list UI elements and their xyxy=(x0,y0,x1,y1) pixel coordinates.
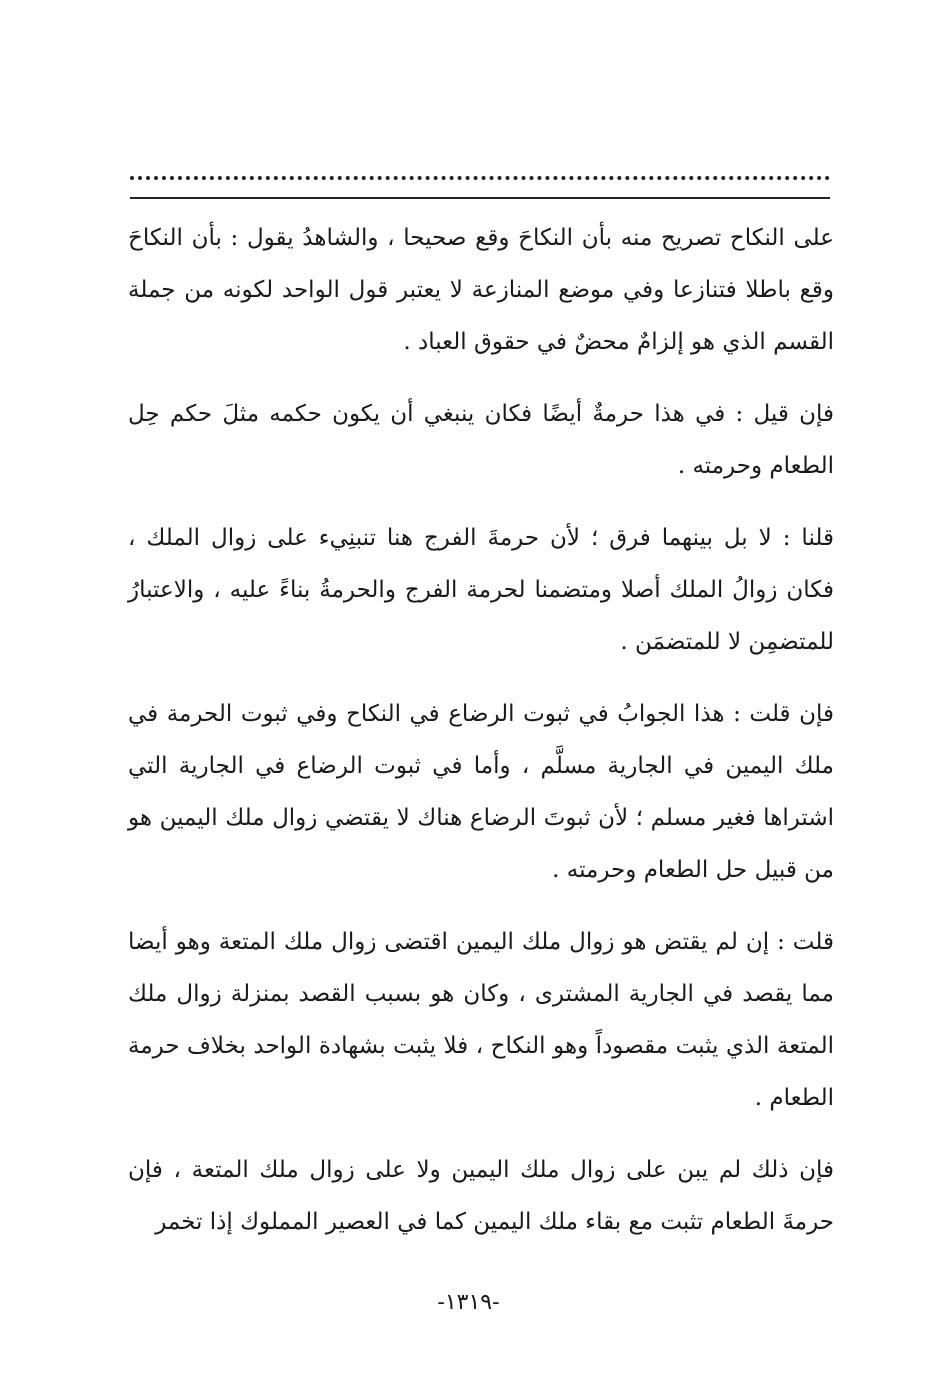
paragraph-6: فإن ذلك لم يبن على زوال ملك اليمين ولا على زوال ملك المتعة ، فإن حرمةَ الطعام تثبت مع بقاء ملك اليمين كما في العصير المملوك إذا تخمر xyxy=(128,1157,834,1235)
paragraph-1: على النكاح تصريح منه بأن النكاحَ وقع صحيحا ، والشاهدُ يقول : بأن النكاحَ وقع باطلا فتنازعا وفي موضع المنازعة لا يعتبر قول الواحد لكونه من جملة القسم الذي هو إلزامٌ محضٌ في حقوق العباد . xyxy=(128,225,834,355)
page-number: -١٣١٩- xyxy=(437,1290,500,1315)
solid-divider xyxy=(130,197,830,199)
paragraph-5: قلت : إن لم يقتض هو زوال ملك اليمين اقتضى زوال ملك المتعة وهو أيضا مما يقصد في الجارية المشترى ، وكان هو بسبب القصد بمنزلة زوال ملك المتعة الذي يثبت مقصوداً وهو النكاح ، فلا يثبت بشهادة الواحد بخلاف حرمة الطعام . xyxy=(128,929,834,1111)
paragraph-3: قلنا : لا بل بينهما فرق ؛ لأن حرمةَ الفرج هنا تنبنِيء على زوال الملك ، فكان زوالُ الملك أصلا ومتضمنا لحرمة الفرج والحرمةُ بناءً عليه ، والاعتبارُ للمتضمِن لا للمتضمَن . xyxy=(128,525,834,655)
body-text xyxy=(128,212,834,1268)
paragraph-4: فإن قلت : هذا الجوابُ في ثبوت الرضاع في النكاح وفي ثبوت الحرمة في ملك اليمين في الجارية مسلَّم ، وأما في ثبوت الرضاع في الجارية التي اشتراها فغير مسلم ؛ لأن ثبوتَ الرضاع هناك لا يقتضي زوال ملك اليمين هو من قبيل حل الطعام وحرمته . xyxy=(128,701,834,883)
dotted-divider xyxy=(130,176,830,180)
paragraph-2: فإن قيل : في هذا حرمةٌ أيضًا فكان ينبغي أن يكون حكمه مثلَ حكم حِل الطعام وحرمته . xyxy=(128,401,834,479)
